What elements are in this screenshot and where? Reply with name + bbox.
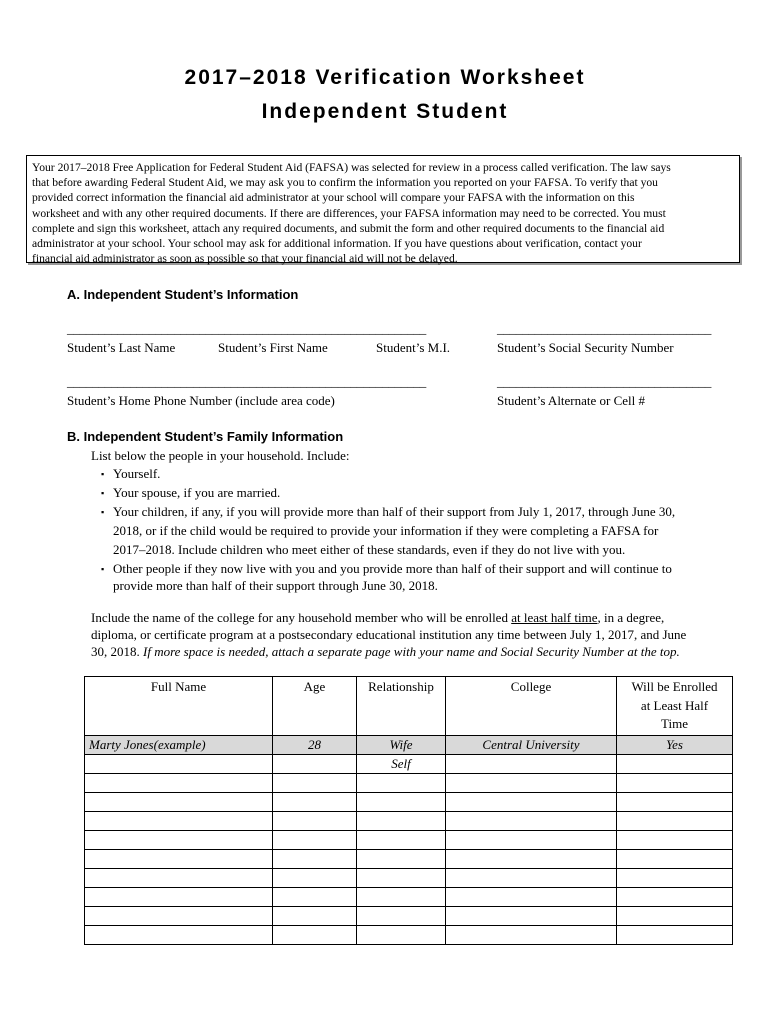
intro-line: financial aid administrator as soon as possible so that your financial aid will not be delayed. bbox=[32, 252, 458, 266]
example-relationship: Wife bbox=[357, 736, 446, 755]
college-instructions-line: diploma, or certificate program at a postsecondary educational institution any time between July 1, 2017, and June bbox=[91, 627, 687, 642]
age-cell[interactable] bbox=[273, 869, 357, 888]
bullet-icon: ▪ bbox=[101, 469, 105, 479]
example-name: Marty Jones(example) bbox=[85, 736, 273, 755]
worksheet-title: 2017–2018 Verification Worksheet bbox=[184, 66, 586, 89]
college-instructions-line: 30, 2018. If more space is needed, attach a separate page with your name and Social Security Number at the top. bbox=[91, 644, 680, 659]
name-cell[interactable] bbox=[85, 755, 273, 774]
college-cell[interactable] bbox=[446, 831, 617, 850]
college-cell[interactable] bbox=[446, 888, 617, 907]
name-cell[interactable] bbox=[85, 926, 273, 945]
ssn-label: Student’s Social Security Number bbox=[497, 340, 674, 355]
table-row bbox=[85, 926, 733, 945]
name-blank-line[interactable]: _________________________________________________________ bbox=[67, 321, 427, 336]
bullet-icon: ▪ bbox=[101, 488, 105, 498]
intro-line: administrator at your school. Your school may ask for additional information. If you have questions about verification, contact your bbox=[32, 237, 642, 251]
college-cell[interactable] bbox=[446, 926, 617, 945]
alt-phone-blank-line[interactable]: __________________________________ bbox=[497, 374, 712, 389]
enrolled-cell[interactable] bbox=[617, 926, 733, 945]
worksheet-subtitle: Independent Student bbox=[261, 100, 509, 123]
intro-line: Your 2017–2018 Free Application for Federal Student Aid (FAFSA) was selected for review in a process called verification. The law says bbox=[32, 161, 671, 174]
college-cell[interactable] bbox=[446, 812, 617, 831]
relationship-cell[interactable] bbox=[357, 926, 446, 945]
age-cell[interactable] bbox=[273, 850, 357, 869]
table-row bbox=[85, 774, 733, 793]
enrolled-cell[interactable] bbox=[617, 774, 733, 793]
example-enrolled: Yes bbox=[617, 736, 733, 755]
name-cell[interactable] bbox=[85, 812, 273, 831]
table-row bbox=[85, 869, 733, 888]
age-cell[interactable] bbox=[273, 888, 357, 907]
list-item-continuation: 2017–2018. Include children who meet either of these standards, even if they do not live with you. bbox=[113, 542, 626, 557]
col-college: College bbox=[446, 677, 617, 736]
example-row bbox=[85, 736, 733, 755]
age-cell[interactable] bbox=[273, 755, 357, 774]
relationship-cell[interactable] bbox=[357, 907, 446, 926]
college-cell[interactable] bbox=[446, 793, 617, 812]
college-instructions-line: Include the name of the college for any household member who will be enrolled at least half time, in a degree, bbox=[91, 610, 665, 625]
intro-line: complete and sign this worksheet, attach any required documents, and submit the form and other required documents to the financial aid bbox=[32, 221, 665, 235]
enrolled-cell[interactable] bbox=[617, 850, 733, 869]
example-age: 28 bbox=[273, 736, 357, 755]
age-cell[interactable] bbox=[273, 812, 357, 831]
col-full-name: Full Name bbox=[85, 677, 273, 736]
college-cell[interactable] bbox=[446, 907, 617, 926]
list-item: ▪ Your children, if any, if you will provide more than half of their support from July 1, 2017, through June 30, bbox=[101, 504, 676, 519]
name-cell[interactable] bbox=[85, 774, 273, 793]
name-cell[interactable] bbox=[85, 888, 273, 907]
name-cell[interactable] bbox=[85, 793, 273, 812]
table-row bbox=[85, 907, 733, 926]
list-item: ▪ Other people if they now live with you and you provide more than half of their support and will continue to bbox=[101, 561, 672, 576]
table-row bbox=[85, 755, 733, 774]
enrolled-cell[interactable] bbox=[617, 831, 733, 850]
col-enrolled: Will be Enrolled at Least Half Time bbox=[617, 677, 733, 736]
table-row bbox=[85, 831, 733, 850]
relationship-cell: Self bbox=[357, 755, 446, 774]
age-cell[interactable] bbox=[273, 774, 357, 793]
college-cell[interactable] bbox=[446, 755, 617, 774]
enrolled-cell[interactable] bbox=[617, 812, 733, 831]
ssn-blank-line[interactable]: __________________________________ bbox=[497, 321, 712, 336]
relationship-cell[interactable] bbox=[357, 850, 446, 869]
intro-line: provided correct information the financial aid administrator at your school will compare your FAFSA with the information on this bbox=[32, 191, 635, 205]
age-cell[interactable] bbox=[273, 831, 357, 850]
list-item-continuation: provide more than half of their support through June 30, 2018. bbox=[113, 578, 438, 593]
age-cell[interactable] bbox=[273, 907, 357, 926]
enrolled-cell[interactable] bbox=[617, 793, 733, 812]
mi-label: Student’s M.I. bbox=[376, 340, 451, 355]
bullet-icon: ▪ bbox=[101, 507, 105, 517]
relationship-cell[interactable] bbox=[357, 793, 446, 812]
relationship-cell[interactable] bbox=[357, 869, 446, 888]
list-item-continuation: 2018, or if the child would be required to provide your information if they were completing a FAFSA for bbox=[113, 523, 659, 538]
table-row bbox=[85, 793, 733, 812]
col-age: Age bbox=[273, 677, 357, 736]
section-a-heading: A. Independent Student’s Information bbox=[67, 287, 299, 302]
enrolled-cell[interactable] bbox=[617, 888, 733, 907]
age-cell[interactable] bbox=[273, 926, 357, 945]
table-row bbox=[85, 888, 733, 907]
table-header-row bbox=[85, 677, 733, 736]
home-phone-blank-line[interactable]: _________________________________________________________ bbox=[67, 374, 427, 389]
list-item: ▪ Your spouse, if you are married. bbox=[101, 485, 281, 500]
age-cell[interactable] bbox=[273, 793, 357, 812]
home-phone-label: Student’s Home Phone Number (include area code) bbox=[67, 393, 335, 408]
intro-box bbox=[26, 155, 740, 266]
college-cell[interactable] bbox=[446, 850, 617, 869]
table-row bbox=[85, 850, 733, 869]
list-item: ▪ Yourself. bbox=[101, 466, 161, 481]
household-list-intro: List below the people in your household. Include: bbox=[91, 448, 350, 463]
relationship-cell[interactable] bbox=[357, 812, 446, 831]
table-row bbox=[85, 812, 733, 831]
college-cell[interactable] bbox=[446, 774, 617, 793]
relationship-cell[interactable] bbox=[357, 888, 446, 907]
name-cell[interactable] bbox=[85, 831, 273, 850]
intro-line: that before awarding Federal Student Aid, we may ask you to confirm the information you reported on your FAFSA. To verify that you bbox=[32, 176, 658, 190]
name-cell[interactable] bbox=[85, 850, 273, 869]
first-name-label: Student’s First Name bbox=[218, 340, 328, 355]
enrolled-cell[interactable] bbox=[617, 907, 733, 926]
col-relationship: Relationship bbox=[357, 677, 446, 736]
enrolled-cell[interactable] bbox=[617, 869, 733, 888]
example-college: Central University bbox=[446, 736, 617, 755]
bullet-icon: ▪ bbox=[101, 564, 105, 574]
section-b-heading: B. Independent Student’s Family Information bbox=[67, 429, 344, 444]
relationship-cell[interactable] bbox=[357, 831, 446, 850]
alt-phone-label: Student’s Alternate or Cell # bbox=[497, 393, 646, 408]
household-table bbox=[84, 676, 733, 945]
last-name-label: Student’s Last Name bbox=[67, 340, 176, 355]
relationship-cell[interactable] bbox=[357, 774, 446, 793]
enrolled-cell[interactable] bbox=[617, 755, 733, 774]
name-cell[interactable] bbox=[85, 907, 273, 926]
name-cell[interactable] bbox=[85, 869, 273, 888]
college-cell[interactable] bbox=[446, 869, 617, 888]
intro-line: worksheet and with any other required documents. If there are differences, your FAFSA information may need to be corrected. You must bbox=[32, 206, 666, 220]
